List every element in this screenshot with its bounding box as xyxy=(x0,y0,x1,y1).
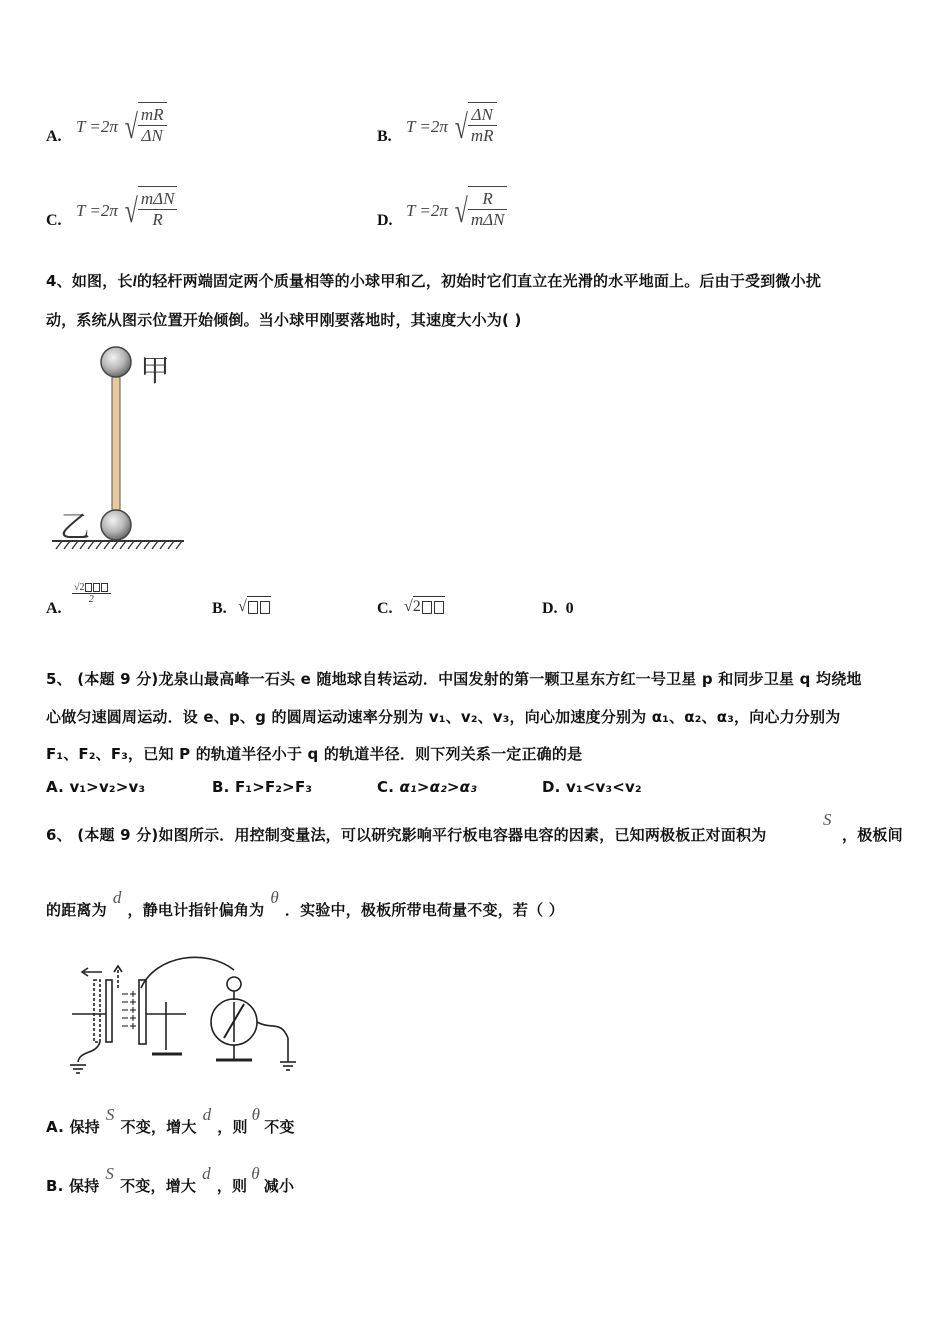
option-label: B. xyxy=(212,778,230,796)
wire-ground-left xyxy=(78,1042,100,1062)
q3-option-c xyxy=(46,188,62,229)
symbol-s: S xyxy=(105,1105,115,1124)
sqrt-sign: √ $\frac{\text{mΔN}}{R}$ xyxy=(122,186,177,238)
text: 保持 xyxy=(69,1118,100,1136)
option-text: v₁>v₂>v₃ xyxy=(69,778,146,796)
wire-top xyxy=(141,957,234,988)
q6-figure-capacitor-electrometer xyxy=(66,950,306,1085)
formula-eq: =2π xyxy=(89,116,118,136)
q4-option-a-formula: √2 2 xyxy=(72,582,111,605)
text: ．实验中，极板所带电荷量不变，若（ ） xyxy=(284,901,564,919)
formula-eq: =2π xyxy=(419,200,448,220)
text: ，静电计指针偏角为 xyxy=(127,901,265,919)
formula-lhs: T xyxy=(406,116,416,136)
frac-num: mΔN xyxy=(138,189,178,210)
text: ，则 xyxy=(217,1118,248,1136)
denominator: 2 xyxy=(88,594,94,605)
q3-formula-d xyxy=(406,186,507,238)
text: 减小 xyxy=(263,1177,295,1195)
wire-ground-right xyxy=(257,1022,288,1038)
charges xyxy=(122,991,136,1029)
frac-den: mR xyxy=(470,126,494,145)
q5-option-a xyxy=(46,778,145,796)
var-l: l xyxy=(132,274,138,290)
symbol-d: d xyxy=(112,888,122,907)
label-jia: 甲 xyxy=(140,354,170,389)
plate-left-dashed xyxy=(94,980,100,1042)
coeff: 2 xyxy=(412,598,421,615)
option-label: A. xyxy=(46,778,64,796)
text: 不变 xyxy=(264,1118,295,1136)
option-label: B. xyxy=(46,1177,64,1195)
option-label: D. xyxy=(542,778,561,796)
sqrt-sign: √ $\frac{mR}{\Delta N}$ xyxy=(122,102,166,154)
formula-eq: =2π xyxy=(89,200,118,220)
q4-option-b-formula: √ xyxy=(238,598,271,616)
frac-den: R xyxy=(152,210,163,229)
frac-num: ΔN xyxy=(468,105,497,126)
q3-formula-b xyxy=(406,102,497,154)
option-label: D. xyxy=(377,212,393,229)
option-label: D. xyxy=(542,600,558,617)
symbol-d: d xyxy=(202,1105,212,1124)
sqrt-sign: √ $\frac{R}{\text{mΔN}}$ xyxy=(452,186,507,238)
formula-eq: =2π xyxy=(419,116,448,136)
option-text: α₁>α₂>α₃ xyxy=(399,778,477,796)
formula-lhs: T xyxy=(76,200,86,220)
text: ，则 xyxy=(216,1177,248,1195)
text: 保持 xyxy=(68,1177,100,1195)
q5-stem-line3: F₁、F₂、F₃，已知 P 的轨道半径小于 q 的轨道半径．则下列关系一定正确的是 xyxy=(46,745,583,763)
option-value: 0 xyxy=(565,600,574,617)
q4-option-a-label: A. xyxy=(46,600,62,617)
electrometer-knob xyxy=(227,977,241,991)
q3-formula-a xyxy=(76,102,167,154)
plate-left xyxy=(106,980,112,1042)
q3-option-b xyxy=(377,104,392,145)
text: 不变，增大 xyxy=(120,1118,197,1136)
symbol-s: S xyxy=(823,810,832,829)
option-label: A. xyxy=(46,128,62,145)
ball-top xyxy=(101,347,131,377)
formula-lhs: T xyxy=(406,200,416,220)
ball-bottom xyxy=(101,510,131,540)
text: 不变，增大 xyxy=(120,1177,197,1195)
frac-num: mR xyxy=(138,105,167,126)
q6-stem-line1: 6、 (本题 9 分)如图所示．用控制变量法，可以研究影响平行板电容器电容的因素，已知两极板正对面积为 xyxy=(46,826,767,844)
q6-option-b xyxy=(46,1164,295,1196)
q4-option-b-label: B. xyxy=(212,600,227,617)
q4-option-c-label: C. xyxy=(377,600,393,617)
rod xyxy=(112,370,120,526)
q5-option-d xyxy=(542,778,642,796)
q4-stem-line1 xyxy=(46,270,821,291)
symbol-theta: θ xyxy=(251,1105,261,1124)
q5-stem-line1: 5、 (本题 9 分)龙泉山最高峰一石头 e 随地球自转运动．中国发射的第一颗卫星东方红一号卫星 p 和同步卫星 q 均绕地 xyxy=(46,670,862,688)
symbol-s: S xyxy=(105,1164,115,1183)
q5-stem-line2: 心做匀速圆周运动．设 e、p、g 的圆周运动速率分别为 v₁、v₂、v₃，向心加速度分别为 α₁、α₂、α₃，向心力分别为 xyxy=(46,708,841,726)
q5-option-c xyxy=(377,778,477,796)
option-text: v₁<v₃<v₂ xyxy=(566,778,642,796)
q3-option-d xyxy=(377,188,393,229)
option-label: C. xyxy=(377,778,395,796)
sqrt-sign: √ $\frac{\Delta N}{mR}$ xyxy=(452,102,496,154)
label-yi: 乙 xyxy=(60,510,90,545)
option-text: F₁>F₂>F₃ xyxy=(234,778,313,796)
option-label: B. xyxy=(377,128,392,145)
symbol-theta: θ xyxy=(251,1164,260,1183)
q3-option-a xyxy=(46,104,62,145)
option-label: A. xyxy=(46,1118,64,1136)
text: 的轻杆两端固定两个质量相等的小球甲和乙，初始时它们直立在光滑的水平地面上。后由于受到微小扰 xyxy=(137,272,822,290)
frac-num: R xyxy=(468,189,508,210)
q6-stem-line2 xyxy=(46,888,564,920)
q4-option-c-formula: √2 xyxy=(404,598,445,616)
formula-lhs: T xyxy=(76,116,86,136)
frac-den: ΔN xyxy=(141,126,163,145)
q6-option-a xyxy=(46,1105,295,1137)
text: 4、如图，长 xyxy=(46,272,133,290)
text: 的距离为 xyxy=(46,901,107,919)
q3-formula-c xyxy=(76,186,177,238)
q4-option-d xyxy=(542,600,574,618)
symbol-d: d xyxy=(202,1164,211,1183)
q6-stem-line1-end: ，极板间 xyxy=(842,826,903,844)
q5-option-b xyxy=(212,778,312,796)
symbol-theta: θ xyxy=(270,888,279,907)
plate-right xyxy=(139,980,146,1044)
option-label: C. xyxy=(46,212,62,229)
frac-den: mΔN xyxy=(470,210,505,229)
q4-stem-line2: 动，系统从图示位置开始倾倒。当小球甲刚要落地时，其速度大小为( ) xyxy=(46,311,522,329)
